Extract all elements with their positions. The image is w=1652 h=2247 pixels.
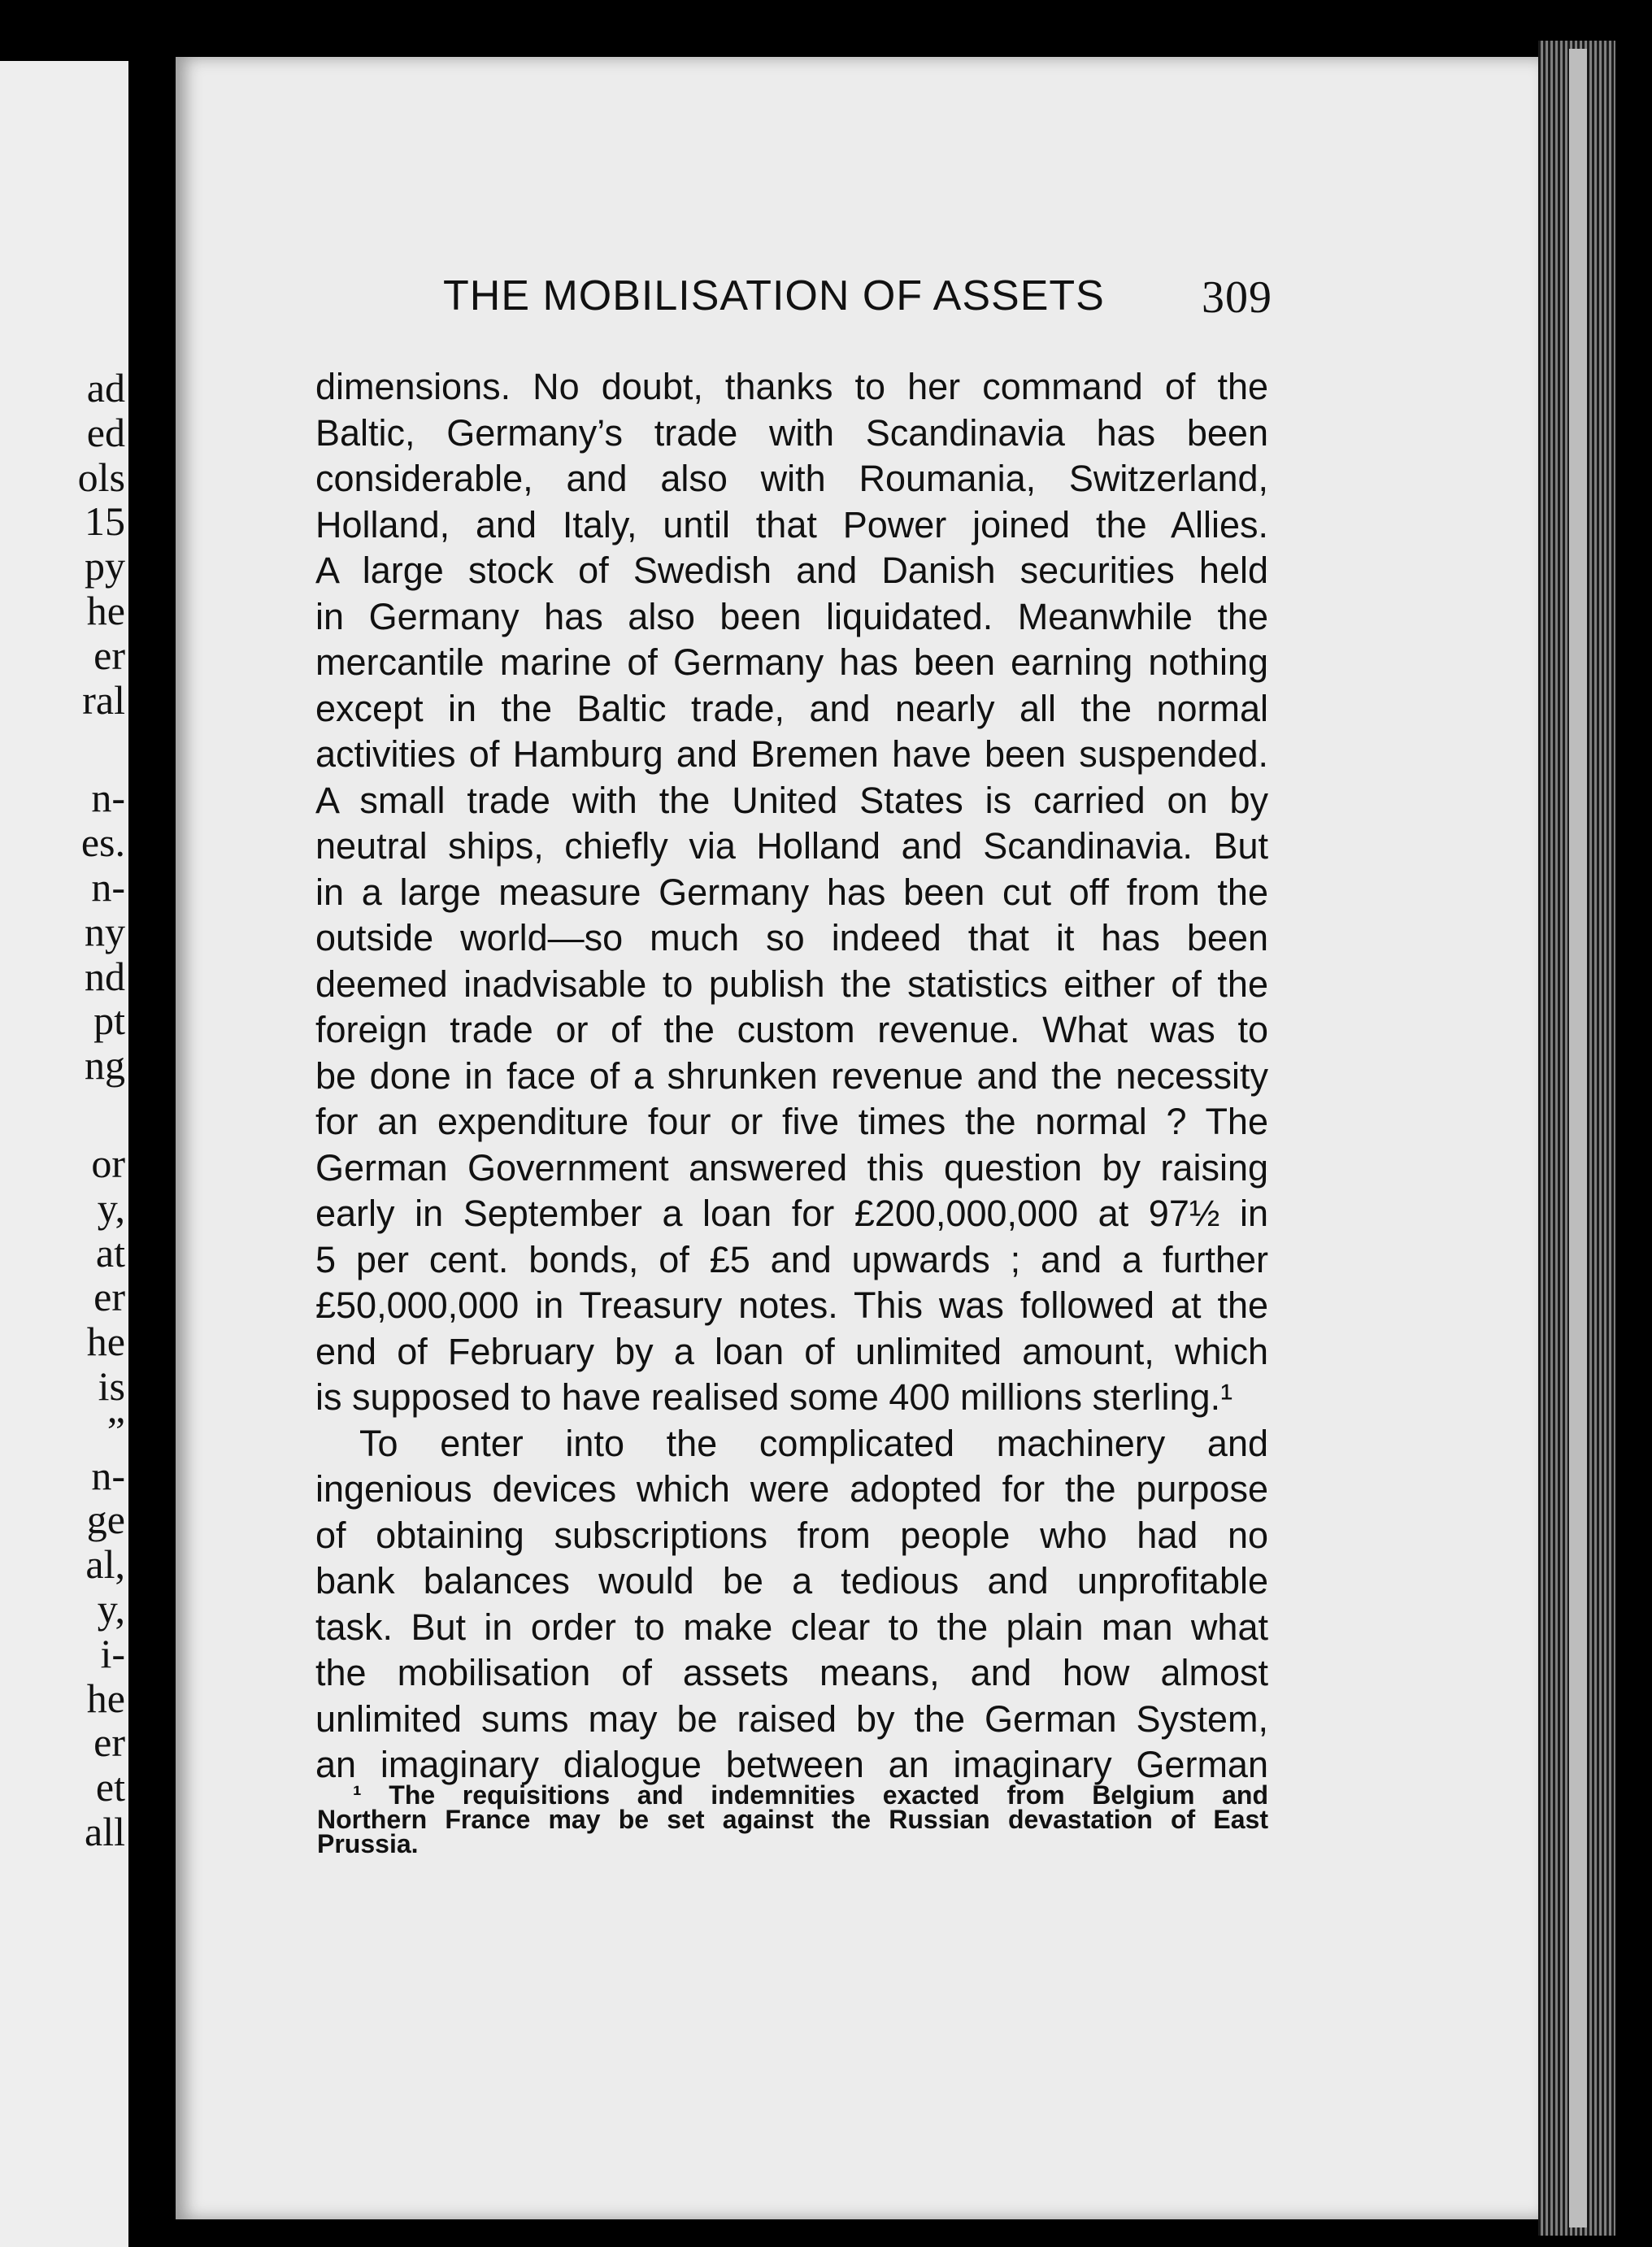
text-line: ingenious devices which were adopted for the purpose — [315, 1468, 1268, 1510]
left-fragment: er — [93, 632, 125, 678]
text-line: dimensions. No doubt, thanks to her command of the — [315, 366, 1268, 407]
left-page-fragment — [0, 61, 128, 2247]
page-number: 309 — [1202, 272, 1272, 323]
text-line: unlimited sums may be raised by the German System, — [315, 1697, 1268, 1740]
left-fragment: at — [95, 1229, 125, 1276]
footnote-line: Prussia. — [317, 1829, 419, 1858]
left-page-text-fragments — [3, 366, 125, 1854]
text-line: A large stock of Swedish and Danish securities held — [315, 550, 1268, 591]
left-fragment: nd — [85, 953, 125, 999]
text-line: bank balances would be a tedious and unprofitable — [315, 1560, 1268, 1602]
text-line: activities of Hamburg and Bremen have been suspended. — [315, 733, 1268, 775]
text-line: considerable, and also with Roumania, Switzerland, — [315, 458, 1268, 499]
text-line: end of February by a loan of unlimited amount, which — [315, 1330, 1268, 1372]
text-line: for an expenditure four or five times the normal ? The — [315, 1101, 1268, 1142]
text-line: Holland, and Italy, until that Power joined the Allies. — [315, 503, 1268, 545]
text-line: in Germany has also been liquidated. Meanwhile the — [315, 595, 1268, 637]
left-fragment-gap — [3, 1088, 125, 1141]
text-line: early in September a loan for £200,000,000 at 97½ in — [315, 1193, 1268, 1234]
left-fragment: py — [85, 543, 125, 589]
left-fragment: ng — [85, 1042, 125, 1089]
text-line: task. But in order to make clear to the plain man what — [315, 1606, 1268, 1648]
left-fragment: 15 — [85, 498, 125, 545]
left-fragment: n- — [91, 775, 125, 821]
left-fragment: er — [93, 1274, 125, 1320]
left-fragment: ge — [86, 1497, 125, 1543]
left-fragment: y, — [97, 1184, 125, 1231]
book-gutter — [128, 49, 176, 2247]
text-line: deemed inadvisable to publish the statistics either of the — [315, 963, 1268, 1005]
running-head — [317, 272, 1276, 337]
left-fragment: n- — [91, 863, 125, 910]
left-fragment: all — [85, 1808, 125, 1854]
text-line: A small trade with the United States is carried on by — [315, 779, 1268, 821]
left-fragment: al, — [85, 1541, 125, 1588]
left-fragment: ral — [82, 676, 125, 723]
left-fragment: ols — [77, 454, 125, 500]
left-fragment-gap — [3, 722, 125, 776]
left-fragment: y, — [97, 1585, 125, 1632]
left-fragment: is — [98, 1363, 125, 1409]
page-edge-highlight — [1569, 49, 1587, 2227]
left-fragment: ” — [107, 1407, 125, 1454]
footnote — [317, 1780, 1268, 1858]
left-fragment: n- — [91, 1452, 125, 1498]
text-line: Baltic, Germany’s trade with Scandinavia has been — [315, 411, 1268, 454]
left-fragment: he — [86, 1319, 125, 1365]
text-line: 5 per cent. bonds, of £5 and upwards ; and a further — [315, 1238, 1268, 1280]
text-line: foreign trade or of the custom revenue. What was to — [315, 1009, 1268, 1050]
footnote-line: Northern France may be set against the Russian devastation of East — [317, 1805, 1268, 1834]
text-line: neutral ships, chiefly via Holland and Scandinavia. But — [315, 825, 1268, 867]
text-line: an imaginary dialogue between an imaginary German — [315, 1744, 1268, 1785]
left-fragment: et — [95, 1764, 125, 1810]
left-fragment: er — [93, 1719, 125, 1766]
page-title: THE MOBILISATION OF ASSETS — [443, 272, 1105, 319]
left-fragment: or — [91, 1140, 125, 1186]
left-fragment: es. — [80, 819, 125, 866]
footnote-line: ¹ The requisitions and indemnities exacted from Belgium and — [353, 1780, 1268, 1810]
text-line: German Government answered this question by raising — [315, 1146, 1268, 1189]
left-fragment: ad — [86, 365, 125, 411]
text-line: of obtaining subscriptions from people who had no — [315, 1514, 1268, 1556]
text-line: outside world—so much so indeed that it has been — [315, 917, 1268, 958]
text-line: To enter into the complicated machinery and — [359, 1422, 1268, 1464]
body-text — [315, 364, 1268, 1788]
left-fragment: pt — [93, 997, 125, 1044]
text-line: in a large measure Germany has been cut off from the — [315, 871, 1268, 913]
text-line: is supposed to have realised some 400 millions sterling.¹ — [315, 1376, 1233, 1418]
text-line: be done in face of a shrunken revenue and the necessity — [315, 1054, 1268, 1097]
text-line: except in the Baltic trade, and nearly all the normal — [315, 687, 1268, 729]
text-line: £50,000,000 in Treasury notes. This was followed at the — [315, 1284, 1268, 1326]
text-line: mercantile marine of Germany has been earning nothing — [315, 641, 1268, 683]
left-fragment: i- — [100, 1630, 125, 1676]
text-line: the mobilisation of assets means, and how almost — [315, 1652, 1268, 1693]
left-fragment: ny — [85, 908, 125, 954]
left-fragment: he — [86, 1675, 125, 1721]
left-fragment: he — [86, 587, 125, 633]
left-fragment: ed — [86, 409, 125, 455]
